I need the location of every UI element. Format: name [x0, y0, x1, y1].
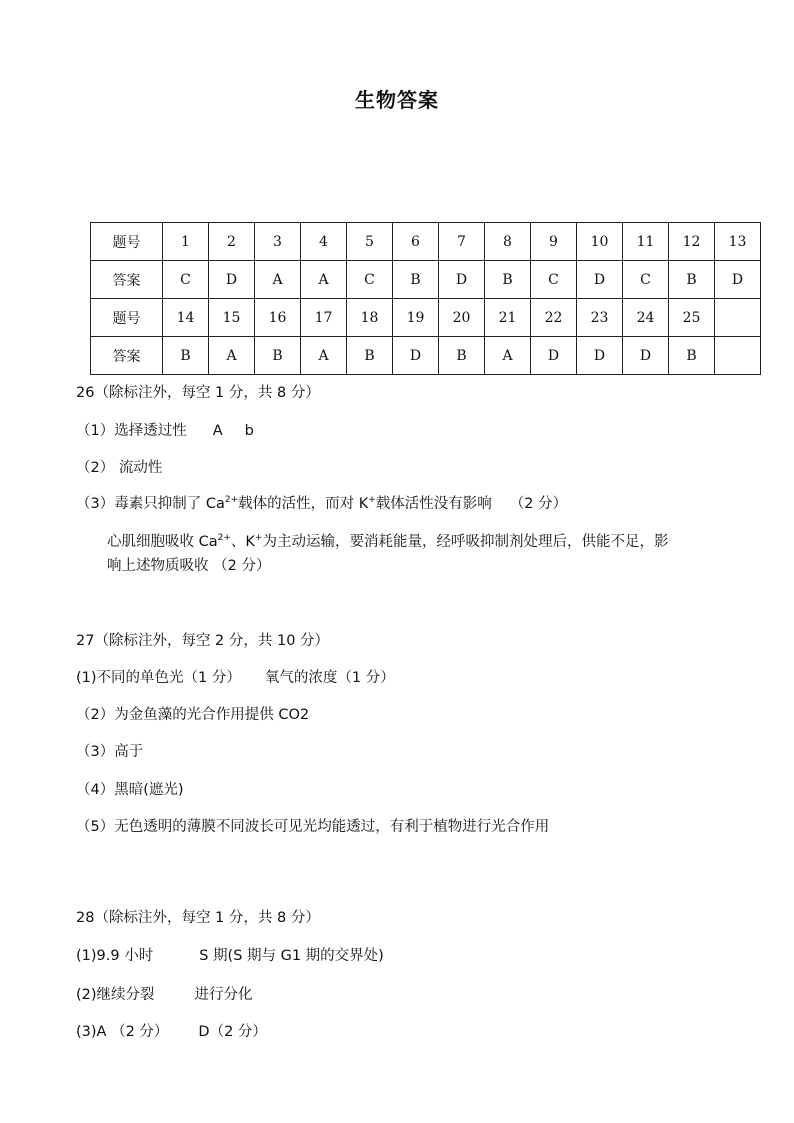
table-cell: B — [393, 261, 439, 299]
table-cell: 9 — [531, 223, 577, 261]
table-cell: A — [301, 337, 347, 375]
table-cell: A — [255, 261, 301, 299]
table-row — [91, 223, 761, 261]
table-cell: 16 — [255, 299, 301, 337]
table-cell: D — [393, 337, 439, 375]
q28-answer-3a: (3)A （2 分） — [76, 1024, 169, 1040]
table-cell: B — [485, 261, 531, 299]
q26-answer-3-pre: （3）毒素只抑制了 Ca — [76, 496, 225, 512]
q28-answer-1b: S 期(S 期与 G1 期的交界处) — [199, 948, 384, 964]
row-label: 答案 — [91, 337, 163, 375]
q27-header: 27（除标注外，每空 2 分，共 10 分） — [76, 633, 330, 649]
table-cell: 23 — [577, 299, 623, 337]
table-cell: C — [163, 261, 209, 299]
q26-answer-3-post: 载体活性没有影响 — [375, 496, 492, 512]
table-cell: B — [163, 337, 209, 375]
q28-answer-1 — [76, 944, 384, 965]
table-cell: 12 — [669, 223, 715, 261]
table-cell: D — [715, 261, 761, 299]
q26-answer-3-mid: 载体的活性，而对 K — [238, 496, 369, 512]
q26-answer-1-c: b — [244, 423, 254, 439]
table-cell: D — [439, 261, 485, 299]
table-cell: C — [531, 261, 577, 299]
table-cell: A — [301, 261, 347, 299]
table-cell — [715, 299, 761, 337]
q28-header: 28（除标注外，每空 1 分，共 8 分） — [76, 910, 320, 926]
table-cell: 15 — [209, 299, 255, 337]
page-title: 生物答案 — [355, 88, 439, 112]
row-label: 题号 — [91, 299, 163, 337]
table-cell: 22 — [531, 299, 577, 337]
table-cell: C — [347, 261, 393, 299]
q27-answer-3: （3）高于 — [76, 744, 144, 760]
table-cell: D — [577, 261, 623, 299]
q26-explain-mid: 、K — [230, 534, 255, 550]
q26-header: 26（除标注外，每空 1 分，共 8 分） — [76, 385, 320, 401]
q26-answer-3-sup2: + — [368, 495, 376, 505]
table-cell: A — [209, 337, 255, 375]
table-row — [91, 261, 761, 299]
table-cell: D — [209, 261, 255, 299]
table-cell: 21 — [485, 299, 531, 337]
table-cell: 10 — [577, 223, 623, 261]
table-cell: 1 — [163, 223, 209, 261]
table-cell: 2 — [209, 223, 255, 261]
table-cell: 5 — [347, 223, 393, 261]
q26-explain-pre: 心肌细胞吸收 Ca — [107, 534, 218, 550]
q26-answer-1 — [76, 419, 254, 440]
q26-explain-sup2: + — [254, 533, 263, 543]
q27-answer-1a: (1)不同的单色光（1 分） — [76, 670, 241, 686]
table-cell: 3 — [255, 223, 301, 261]
table-cell — [715, 337, 761, 375]
table-cell: 6 — [393, 223, 439, 261]
table-cell: D — [577, 337, 623, 375]
table-cell: 25 — [669, 299, 715, 337]
table-cell: 18 — [347, 299, 393, 337]
table-cell: 8 — [485, 223, 531, 261]
q28-answer-1a: (1)9.9 小时 — [76, 948, 154, 964]
q26-answer-3 — [76, 492, 567, 513]
table-cell: 24 — [623, 299, 669, 337]
q26-answer-3-sup1: 2+ — [224, 495, 239, 505]
table-cell: 13 — [715, 223, 761, 261]
table-cell: C — [623, 261, 669, 299]
q26-explain-sup1: 2+ — [217, 533, 231, 543]
q27-answer-1b: 氧气的浓度（1 分） — [264, 670, 395, 686]
q28-answer-3b: D（2 分） — [198, 1024, 267, 1040]
q27-answer-4: （4）黑暗(遮光) — [76, 782, 184, 798]
q26-answer-3-explain — [107, 530, 668, 551]
table-cell: 20 — [439, 299, 485, 337]
q26-answer-3-explain-cont: 响上述物质吸收 （2 分） — [107, 558, 271, 574]
table-cell: 19 — [393, 299, 439, 337]
q28-answer-3 — [76, 1020, 267, 1041]
table-cell: 4 — [301, 223, 347, 261]
table-cell: D — [623, 337, 669, 375]
table-cell: B — [347, 337, 393, 375]
q26-answer-3-score: （2 分） — [509, 496, 568, 512]
row-label: 题号 — [91, 223, 163, 261]
q26-answer-2: （2） 流动性 — [76, 460, 163, 476]
table-row — [91, 337, 761, 375]
answer-table — [90, 222, 761, 375]
table-cell: B — [439, 337, 485, 375]
q28-answer-2 — [76, 983, 253, 1004]
table-cell: B — [669, 261, 715, 299]
table-row — [91, 299, 761, 337]
table-cell: B — [669, 337, 715, 375]
table-cell: B — [255, 337, 301, 375]
table-cell: 14 — [163, 299, 209, 337]
row-label: 答案 — [91, 261, 163, 299]
table-cell: D — [531, 337, 577, 375]
q28-answer-2a: (2)继续分裂 — [76, 987, 155, 1003]
table-cell: 17 — [301, 299, 347, 337]
table-cell: A — [485, 337, 531, 375]
q28-answer-2b: 进行分化 — [194, 987, 253, 1003]
q27-answer-5: （5）无色透明的薄膜不同波长可见光均能透过，有利于植物进行光合作用 — [76, 819, 550, 835]
q26-answer-1-text: （1）选择透过性 — [76, 423, 187, 439]
q26-answer-1-b: A — [212, 423, 223, 439]
table-cell: 11 — [623, 223, 669, 261]
q27-answer-1 — [76, 666, 395, 687]
q27-answer-2: （2）为金鱼藻的光合作用提供 CO2 — [76, 707, 310, 723]
table-cell: 7 — [439, 223, 485, 261]
q26-explain-post: 为主动运输，要消耗能量，经呼吸抑制剂处理后，供能不足，影 — [262, 534, 669, 550]
